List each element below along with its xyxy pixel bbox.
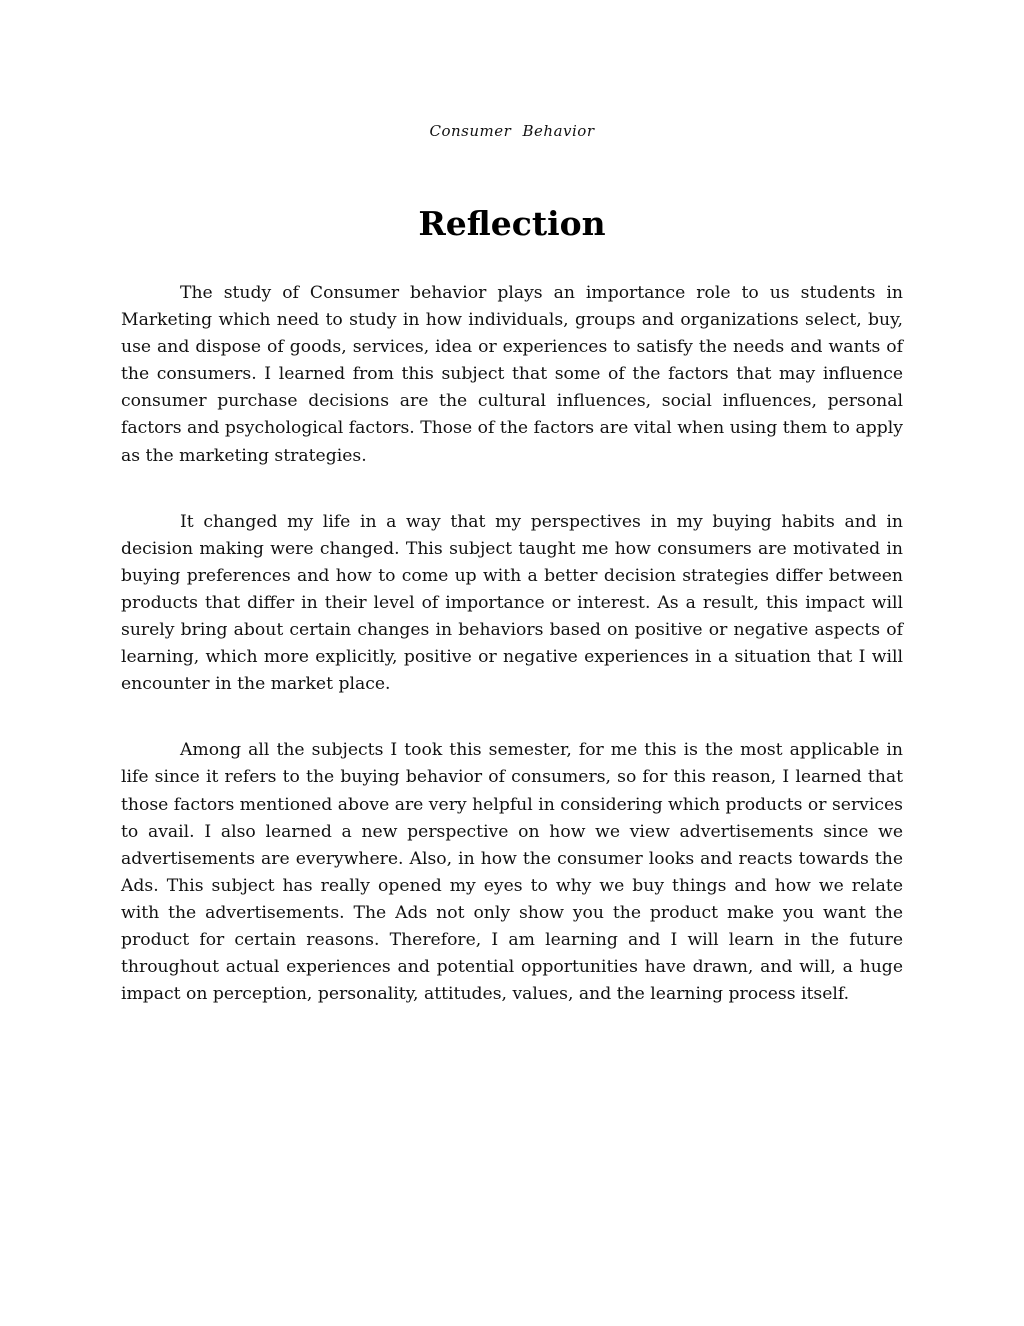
paragraph-1: The study of Consumer behavior plays an importance role to us students in Marketing which need to study in how individuals, groups and organizations select, buy, use and dispose of goods, services, idea or experiences to satisfy the needs and wants of the consumers. I learned from this subject that some of the factors that may influence consumer purchase decisions are the cultural influences, social influences, personal factors and psychological factors. Those of the factors are vital when using them to apply as the marketing strategies. — [121, 283, 903, 466]
page-title: Reflection — [418, 204, 606, 243]
paragraph-2: It changed my life in a way that my perspectives in my buying habits and in decision making were changed. This subject taught me how consumers are motivated in buying preferences and how to come up with a better decision strategies differ between products that differ in their level of importance or interest. As a result, this impact will surely bring about certain changes in behaviors based on positive or negative aspects of learning, which more explicitly, positive or negative experiences in a situation that I will encounter in the market place. — [121, 511, 903, 695]
paragraph-3: Among all the subjects I took this semester, for me this is the most applicable in life since it refers to the buying behavior of consumers, so for this reason, I learned that those factors mentioned above are very helpful in considering which products or services to avail. I also learned a new perspective on how we view advertisements since we advertisements are everywhere. Also, in how the consumer looks and reacts towards the Ads. This subject has really opened my eyes to why we buy things and how we relate with the advertisements. The Ads not only show you the product make you want the product for certain reasons. Therefore, I am learning and I will learn in the future throughout actual experiences and potential opportunities have drawn, and will, a huge impact on perception, personality, attitudes, values, and the learning process itself. — [121, 740, 903, 1005]
document-body — [121, 280, 903, 1047]
running-header: Consumer Behavior — [429, 122, 595, 140]
